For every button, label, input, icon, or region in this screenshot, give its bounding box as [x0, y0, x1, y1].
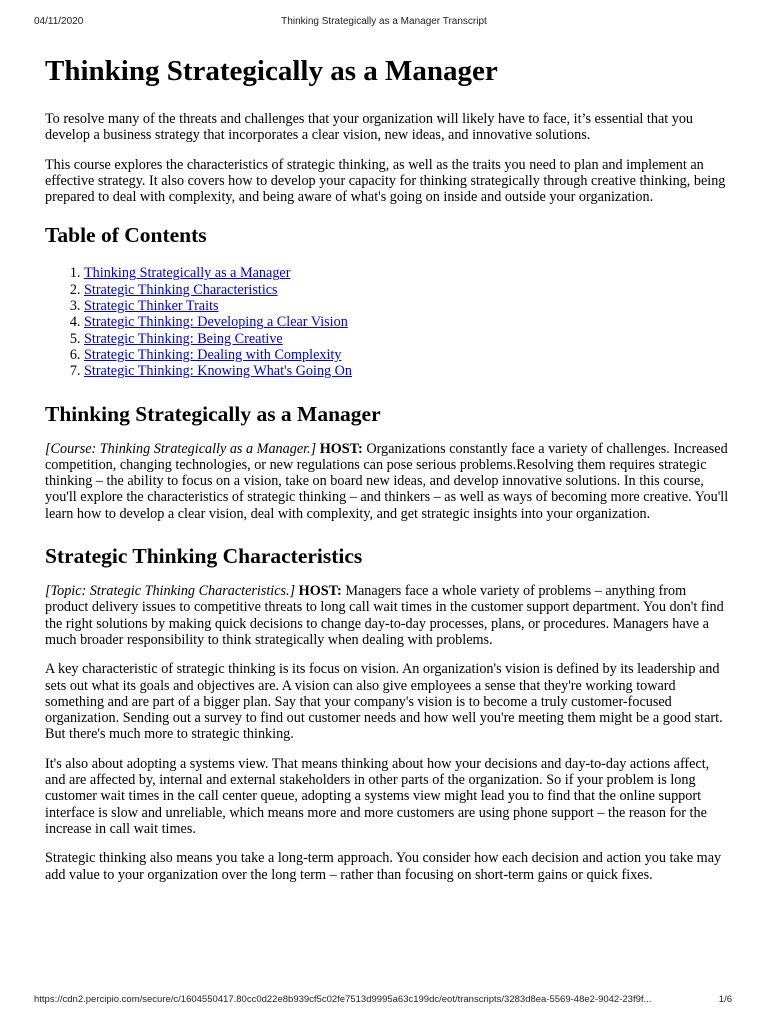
toc-link-being-creative[interactable]: Strategic Thinking: Being Creative — [84, 330, 283, 347]
toc-link-characteristics[interactable]: Strategic Thinking Characteristics — [84, 281, 278, 298]
toc-item — [84, 347, 730, 363]
print-header — [34, 16, 734, 30]
toc-link-clear-vision[interactable]: Strategic Thinking: Developing a Clear Vision — [84, 314, 348, 331]
transcript-paragraph: Strategic thinking also means you take a long-term approach. You consider how each decision and action you take may add value to your organization over the long term – rather than focusing on short-term gains or quick fixes. — [45, 850, 722, 883]
toc-link-thinking-strategically[interactable]: Thinking Strategically as a Manager — [84, 265, 291, 282]
speaker-label: HOST: — [298, 583, 342, 600]
toc-item — [84, 282, 730, 298]
transcript-paragraph — [45, 441, 730, 522]
transcript-paragraph: It's also about adopting a systems view. That means thinking about how your decisions and day-to-day actions affect, and are affected by, internal and external stakeholders in other parts of the organization. So if your problem is long customer wait times in the call center queue, adopting a systems view might lead you to find that the online support interface is slow and unreliable, which means more and more customers are using phone support – the reason for the increase in call wait times. — [45, 755, 710, 837]
print-date: 04/11/2020 — [34, 16, 84, 27]
intro-paragraph: This course explores the characteristics of strategic thinking, as well as the traits you need to plan and implement an effective strategy. It also covers how to develop your capacity for thinking strategically through creative thinking, being prepared to deal with complexity, and being aware of what's going on inside and outside your organization. — [45, 156, 726, 206]
toc-item — [84, 314, 730, 330]
toc-item — [84, 331, 730, 347]
toc-item — [84, 298, 730, 314]
toc-link-thinker-traits[interactable]: Strategic Thinker Traits — [84, 298, 219, 315]
topic-cue: [Course: Thinking Strategically as a Manager.] — [45, 440, 317, 457]
print-footer — [34, 994, 734, 1008]
print-title: Thinking Strategically as a Manager Transcript — [281, 16, 487, 27]
document-body — [45, 52, 730, 896]
intro-paragraph: To resolve many of the threats and challenges that your organization will likely have to face, it’s essential that you develop a business strategy that incorporates a clear vision, new ideas, and innovative solutions. — [45, 111, 694, 144]
speaker-label: HOST: — [319, 440, 363, 457]
page-title: Thinking Strategically as a Manager — [45, 55, 498, 87]
page-number: 1/6 — [718, 994, 732, 1005]
print-url: https://cdn2.percipio.com/secure/c/1604550417.80cc0d22e8b939cf5c02fe7513d9995a63c199dc/eot/transcripts/3283d8ea-5569-48e2-9042-23f9f... — [34, 994, 652, 1005]
section-heading: Thinking Strategically as a Manager — [45, 401, 381, 426]
table-of-contents — [45, 265, 730, 379]
transcript-text: Organizations constantly face a variety of challenges. Increased competition, changing technologies, or new regulations can pose serious problems.Resolving them requires strategic thinking – the ability to focus on a vision, take on board new ideas, and develop innovative solutions. In this course, you'll explore the characteristics of strategic thinking – and thinkers – as well as ways of becoming more creative. You'll learn how to develop a clear vision, deal with complexity, and get strategic insights into your organization. — [45, 440, 729, 522]
toc-item — [84, 363, 730, 379]
section-heading: Strategic Thinking Characteristics — [45, 544, 363, 569]
toc-heading: Table of Contents — [45, 223, 207, 248]
toc-item — [84, 265, 730, 281]
transcript-paragraph — [45, 583, 730, 648]
transcript-paragraph: A key characteristic of strategic thinking is its focus on vision. An organization's vision is defined by its leadership and sets out what its goals and objectives are. A vision can also give employees a sense that they're working toward something and are part of a bigger plan. Say that your company's vision is to become a truly customer-focused organization. Sending out a survey to find out customer needs and how well you're meeting them might be a good start. But there's much more to strategic thinking. — [45, 661, 723, 743]
topic-cue: [Topic: Strategic Thinking Characteristics.] — [45, 583, 296, 600]
toc-link-complexity[interactable]: Strategic Thinking: Dealing with Complexity — [84, 346, 342, 363]
transcript-text: Managers face a whole variety of problems – anything from product delivery issues to competitive threats to long call wait times in the customer support department. You don't find the right solutions by making quick decisions to change day-to-day processes, plans, or procedures. Managers have a much broader responsibility to think strategically when dealing with problems. — [45, 583, 724, 648]
toc-link-whats-going-on[interactable]: Strategic Thinking: Knowing What's Going On — [84, 363, 353, 380]
